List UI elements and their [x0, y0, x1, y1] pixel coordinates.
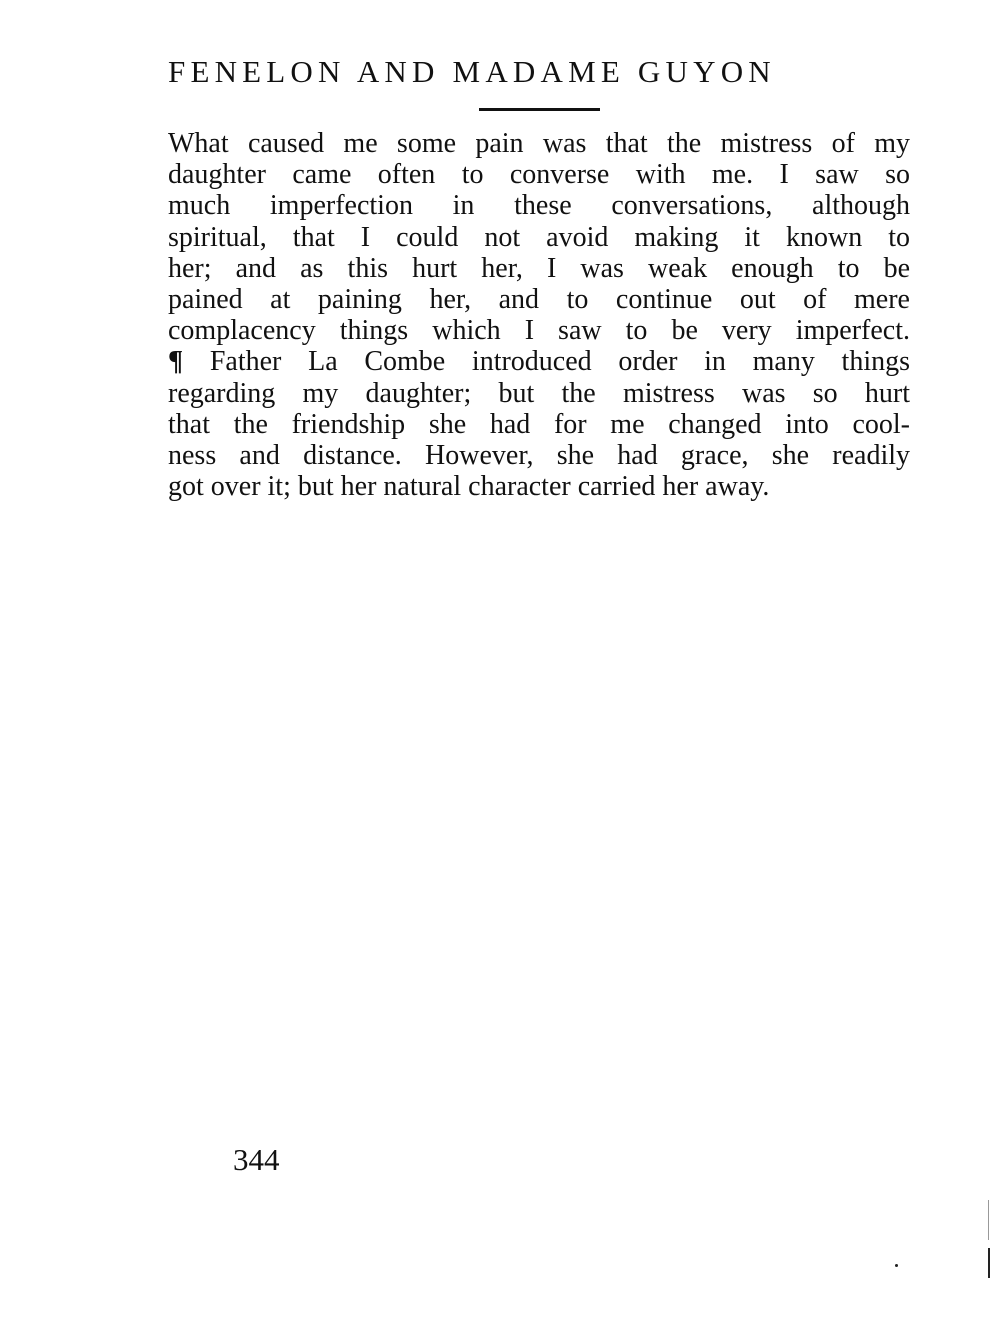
text-line: daughter came often to converse with me. I saw so [168, 159, 910, 191]
pilcrow-mark: ¶ [168, 346, 184, 378]
head-rule [479, 108, 600, 111]
text-line: What caused me some pain was that the mistress of my [168, 128, 910, 159]
text-line: ness and distance. However, she had grace, she readily [168, 439, 910, 471]
scan-edge-mark [988, 1200, 989, 1240]
text-line: pained at paining her, and to continue out of mere [168, 283, 910, 315]
scan-edge-mark [988, 1248, 990, 1278]
body-paragraph [168, 128, 910, 502]
running-head: FENELON AND MADAME GUYON [168, 54, 776, 89]
page-number: 344 [233, 1142, 280, 1177]
text-line: her; and as this hurt her, I was weak enough to be [168, 252, 910, 284]
text-line-with-pilcrow [168, 346, 910, 377]
text-line: that the friendship she had for me changed into cool- [168, 408, 910, 440]
text-line: much imperfection in these conversations, although [168, 190, 910, 222]
scan-speck [895, 1264, 898, 1267]
text-line: got over it; but her natural character carried her away. [168, 471, 770, 503]
text-line: spiritual, that I could not avoid making it known to [168, 221, 910, 253]
text-line: complacency things which I saw to be very imperfect. [168, 315, 910, 347]
text-line: Father La Combe introduced order in many things [209, 346, 911, 378]
text-line: regarding my daughter; but the mistress was so hurt [168, 377, 910, 409]
